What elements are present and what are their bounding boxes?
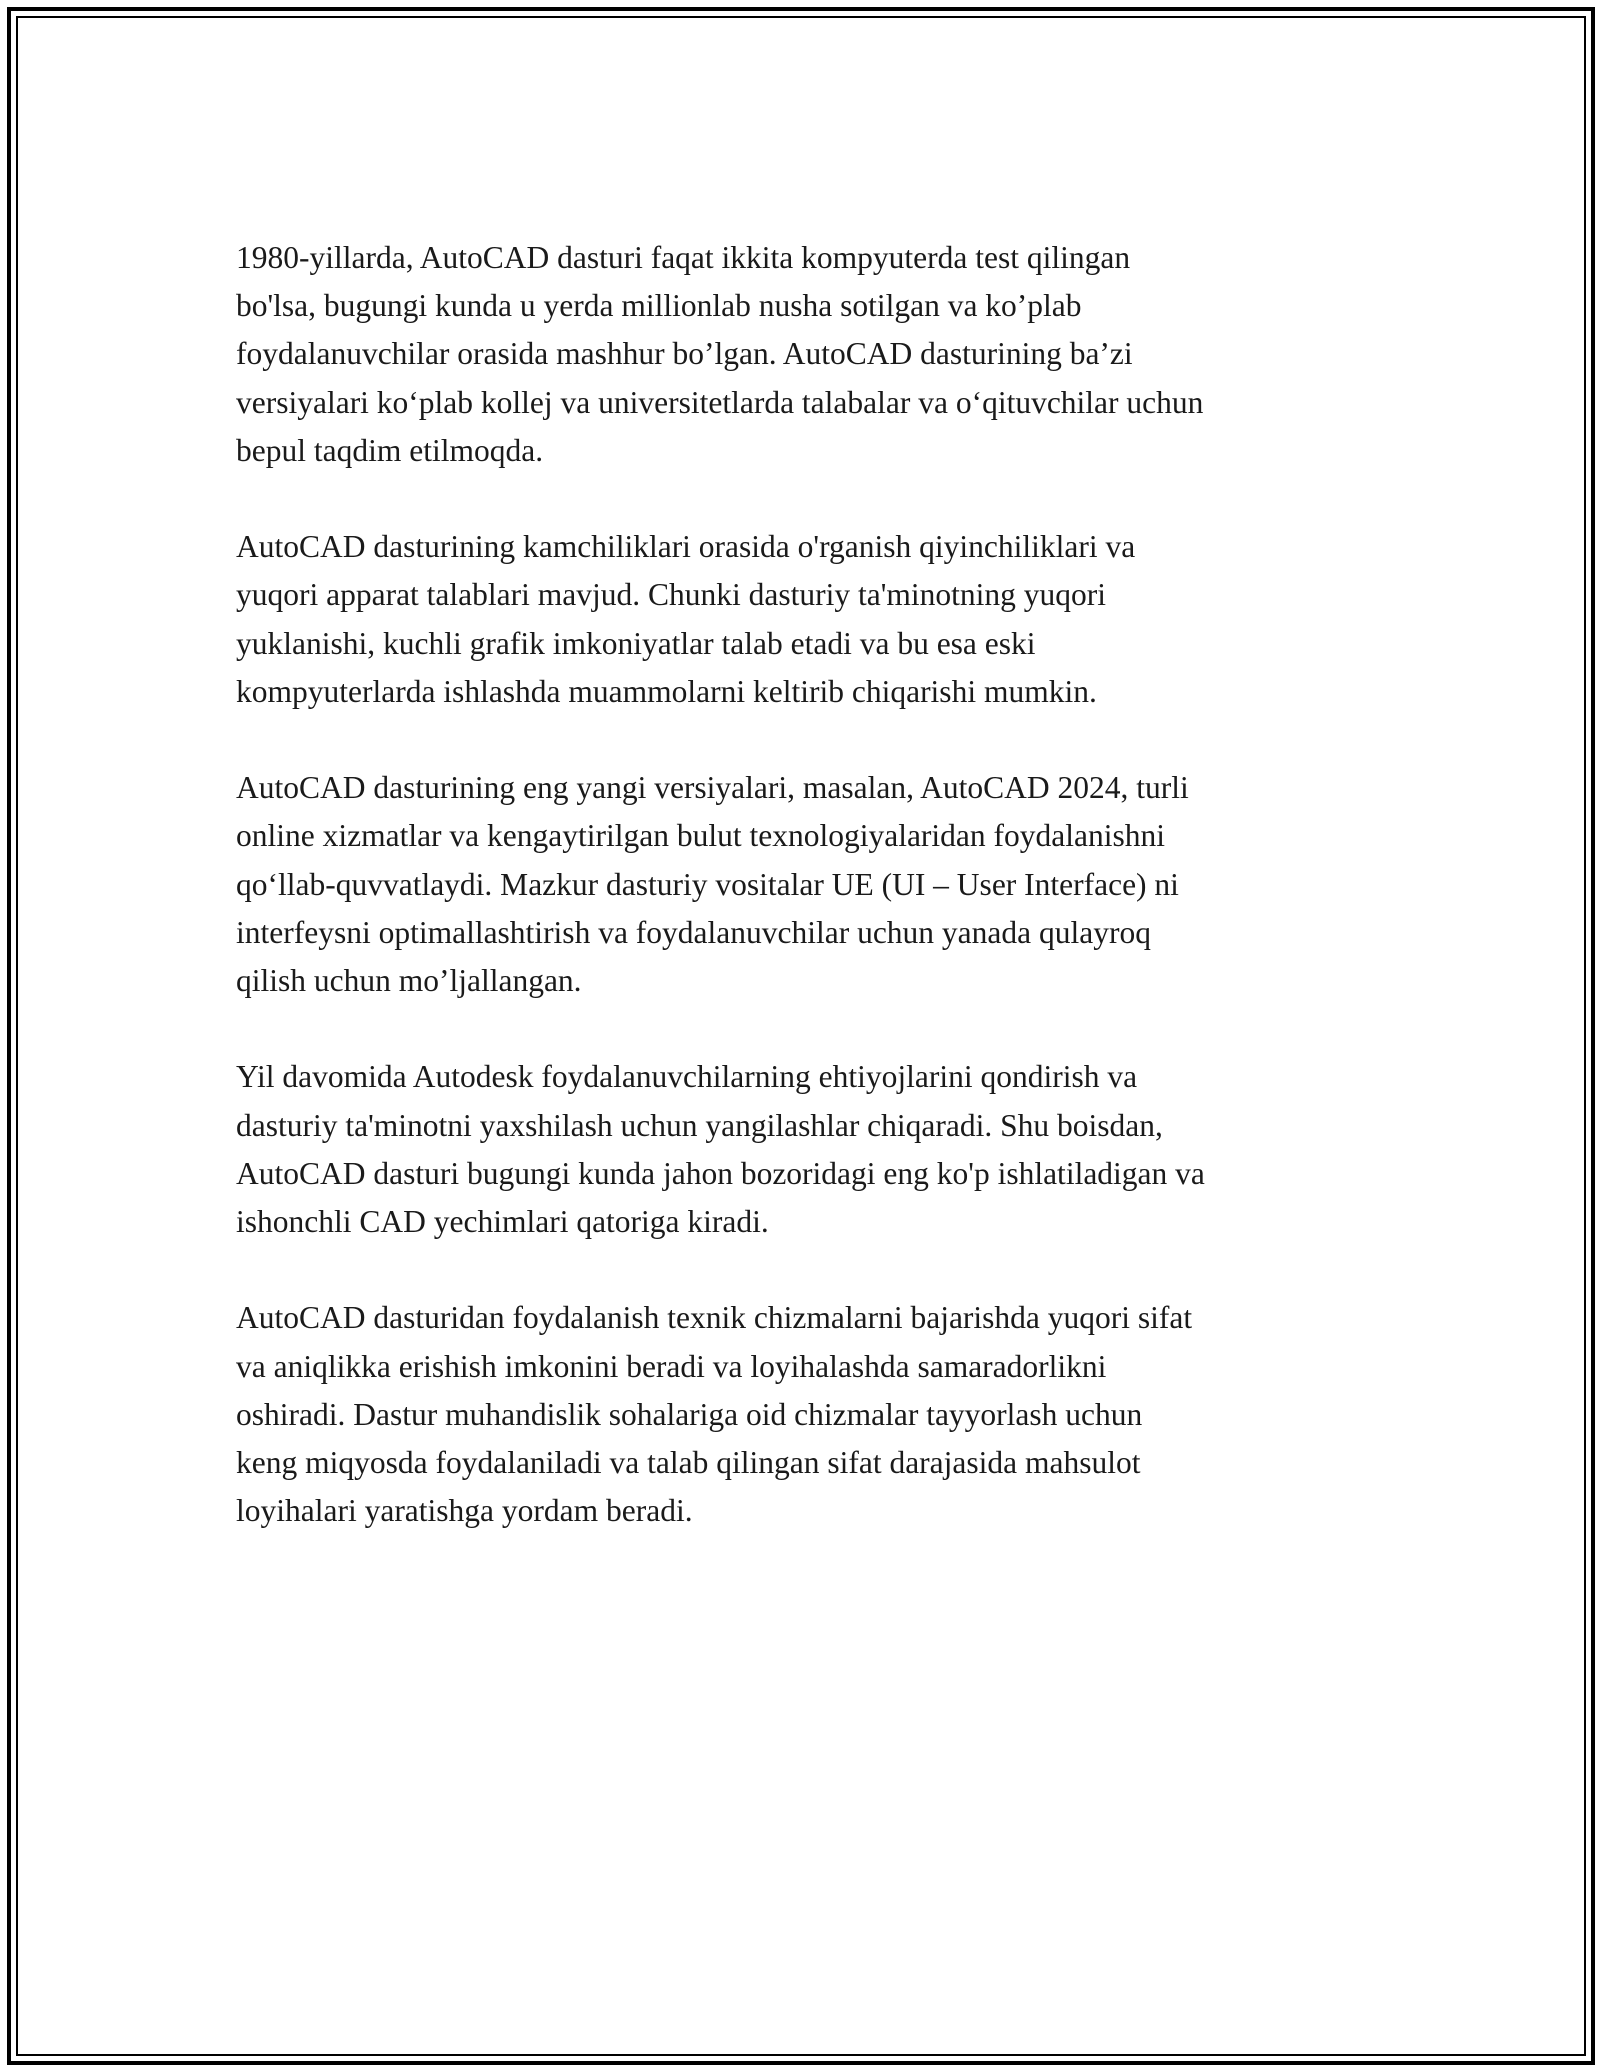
paragraph-2: [236, 523, 1396, 716]
text-line: dasturiy ta'minotni yaxshilash uchun yangilashlar chiqaradi. Shu boisdan,: [236, 1107, 1163, 1143]
text-line: bo'lsa, bugungi kunda u yerda millionlab nusha sotilgan va ko’plab: [236, 288, 1082, 324]
text-line: AutoCAD dasturining kamchiliklari orasida o'rganish qiyinchiliklari va: [236, 529, 1136, 565]
paragraph-4: [236, 1053, 1396, 1246]
text-line: keng miqyosda foydalaniladi va talab qilingan sifat darajasida mahsulot: [236, 1445, 1141, 1481]
text-line: yuklanishi, kuchli grafik imkoniyatlar talab etadi va bu esa eski: [236, 625, 1036, 661]
text-line: interfeysni optimallashtirish va foydalanuvchilar uchun yanada qulayroq: [236, 914, 1151, 950]
text-line: yuqori apparat talablari mavjud. Chunki dasturiy ta'minotning yuqori: [236, 577, 1107, 613]
text-line: qilish uchun mo’ljallangan.: [236, 963, 582, 999]
text-line: online xizmatlar va kengaytirilgan bulut texnologiyalaridan foydalanishni: [236, 818, 1165, 854]
paragraph-5: [236, 1294, 1396, 1535]
paragraph-1: [236, 234, 1396, 475]
text-line: AutoCAD dasturidan foydalanish texnik chizmalarni bajarishda yuqori sifat: [236, 1300, 1193, 1336]
text-line: foydalanuvchilar orasida mashhur bo’lgan. AutoCAD dasturining ba’zi: [236, 336, 1133, 372]
text-line: Yil davomida Autodesk foydalanuvchilarning ehtiyojlarini qondirish va: [236, 1059, 1138, 1095]
text-line: AutoCAD dasturi bugungi kunda jahon bozoridagi eng ko'p ishlatiladigan va: [236, 1155, 1205, 1191]
text-line: ishonchli CAD yechimlari qatoriga kiradi.: [236, 1204, 769, 1240]
text-line: versiyalari ko‘plab kollej va universitetlarda talabalar va o‘qituvchilar uchun: [236, 384, 1204, 420]
text-line: oshiradi. Dastur muhandislik sohalariga oid chizmalar tayyorlash uchun: [236, 1396, 1143, 1432]
text-line: kompyuterlarda ishlashda muammolarni keltirib chiqarishi mumkin.: [236, 673, 1097, 709]
text-line: bepul taqdim etilmoqda.: [236, 432, 544, 468]
text-line: 1980-yillarda, AutoCAD dasturi faqat ikkita kompyuterda test qilingan: [236, 240, 1131, 275]
text-line: qo‘llab-quvvatlaydi. Mazkur dasturiy vositalar UE (UI – User Interface) ni: [236, 866, 1179, 902]
document-body: [236, 234, 1396, 1584]
text-line: va aniqlikka erishish imkonini beradi va loyihalashda samaradorlikni: [236, 1348, 1107, 1384]
text-line: AutoCAD dasturining eng yangi versiyalari, masalan, AutoCAD 2024, turli: [236, 770, 1189, 806]
paragraph-3: [236, 764, 1396, 1005]
text-line: loyihalari yaratishga yordam beradi.: [236, 1493, 693, 1529]
